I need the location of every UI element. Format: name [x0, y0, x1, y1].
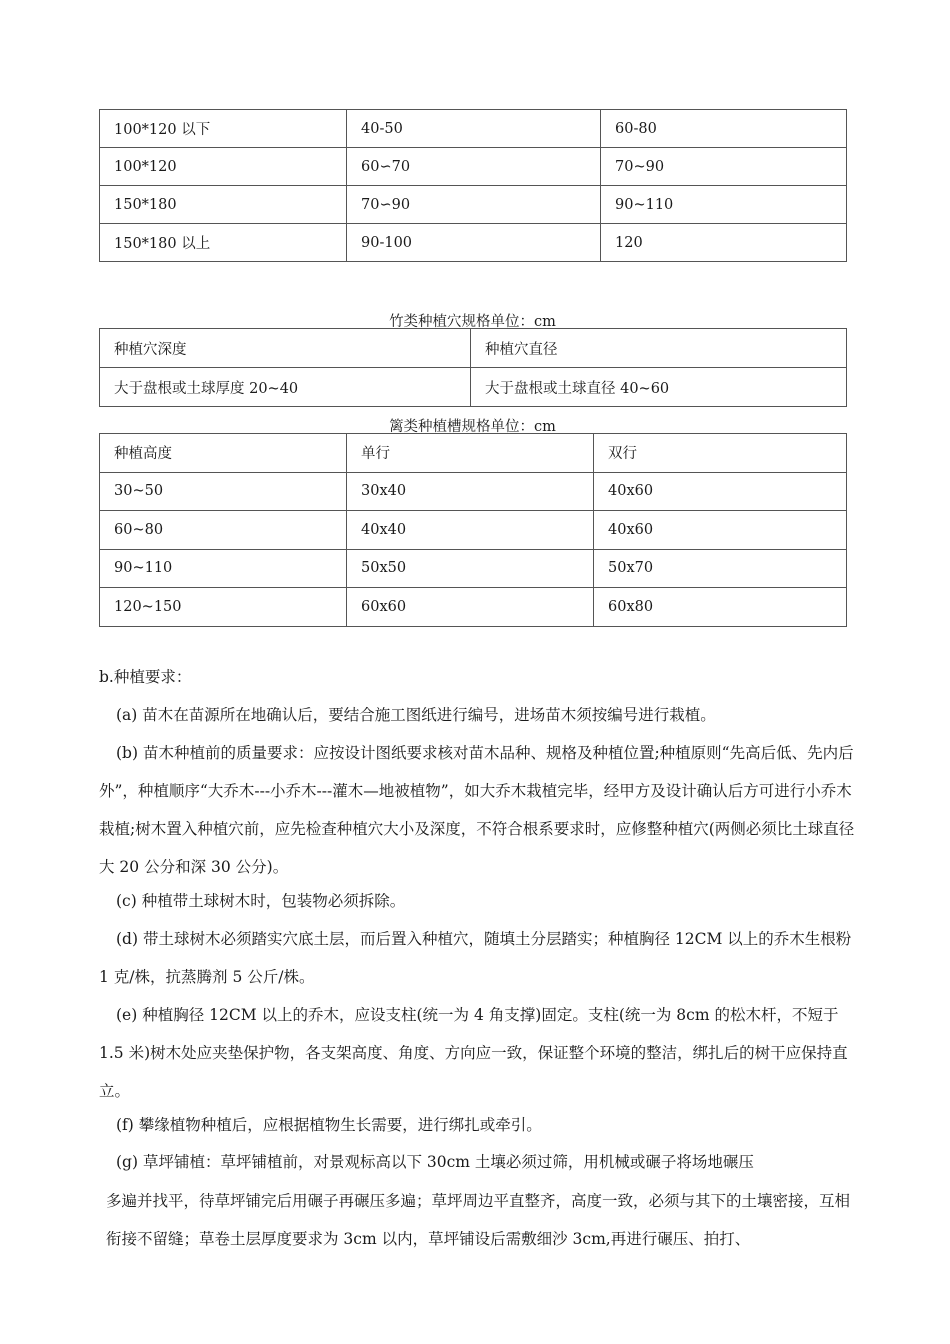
- table-cell: 60-80: [601, 110, 847, 148]
- table-cell: 60x60: [347, 588, 594, 627]
- table-cell: 70∽90: [347, 186, 601, 224]
- table-cell: 120~150: [100, 588, 347, 627]
- table-header-cell: 种植穴深度: [100, 329, 471, 368]
- table-cell: 40x60: [594, 511, 847, 550]
- table-header-cell: 种植高度: [100, 434, 347, 473]
- requirement-g: (g) 草坪铺植：草坪铺植前，对景观标高以下 30cm 土壤必须过筛，用机械或碾子将场地碾压: [116, 1153, 754, 1171]
- table-row: [100, 186, 847, 224]
- table-cell: 90~110: [601, 186, 847, 224]
- table-cell: 60x80: [594, 588, 847, 627]
- table-cell: 大于盘根或土球厚度 20~40: [100, 368, 471, 407]
- table-row: [100, 368, 847, 407]
- requirement-g-continued: 多遍并找平，待草坪铺完后用碾子再碾压多遍；草坪周边平直整齐，高度一致，必须与其下的土壤密接，互相衔接不留缝；草卷土层厚度要求为 3cm 以内，草坪铺设后需敷细沙 3cm,再进行碾压、拍打、: [106, 1192, 851, 1248]
- table-cell: 120: [601, 224, 847, 262]
- pit-size-table: [99, 109, 847, 262]
- bamboo-pit-table: [99, 328, 847, 407]
- table-row: [100, 511, 847, 550]
- section-heading: b.种植要求：: [99, 668, 192, 686]
- table-row: [100, 472, 847, 511]
- table-header-cell: 单行: [347, 434, 594, 473]
- table-cell: 100*120 以下: [100, 110, 347, 148]
- table-cell: 30x40: [347, 472, 594, 511]
- requirement-d: (d) 带土球树木必须踏实穴底土层，而后置入种植穴，随填土分层踏实；种植胸径 12CM 以上的乔木生根粉 1 克/株，抗蒸腾剂 5 公斤/株。: [99, 930, 852, 986]
- table-row: [100, 549, 847, 588]
- table-cell: 70~90: [601, 148, 847, 186]
- table-cell: 90-100: [347, 224, 601, 262]
- table-cell: 30~50: [100, 472, 347, 511]
- table-row: [100, 224, 847, 262]
- table-row: [100, 148, 847, 186]
- table-row: [100, 588, 847, 627]
- table-header-cell: 双行: [594, 434, 847, 473]
- table-header-row: [100, 434, 847, 473]
- table-cell: 50x50: [347, 549, 594, 588]
- hedge-trench-table: [99, 433, 847, 627]
- table-cell: 100*120: [100, 148, 347, 186]
- table-cell: 60~80: [100, 511, 347, 550]
- table-cell: 40-50: [347, 110, 601, 148]
- requirement-a: (a) 苗木在苗源所在地确认后，要结合施工图纸进行编号，进场苗木须按编号进行栽植。: [116, 706, 716, 724]
- requirement-c: (c) 种植带土球树木时，包装物必须拆除。: [116, 892, 406, 910]
- requirement-e: (e) 种植胸径 12CM 以上的乔木，应设支柱(统一为 4 角支撑)固定。支柱(统一为 8cm 的松木杆，不短于 1.5 米)树木处应夹垫保护物，各支架高度、角度、方向应一致，保证整个环境的整洁，绑扎后的树干应保持直立。: [99, 1006, 848, 1100]
- table-cell: 大于盘根或土球直径 40~60: [471, 368, 847, 407]
- table-cell: 50x70: [594, 549, 847, 588]
- table-header-row: [100, 329, 847, 368]
- table-cell: 150*180 以上: [100, 224, 347, 262]
- table-cell: 150*180: [100, 186, 347, 224]
- table-cell: 60∽70: [347, 148, 601, 186]
- table-cell: 40x40: [347, 511, 594, 550]
- table-row: [100, 110, 847, 148]
- table-header-cell: 种植穴直径: [471, 329, 847, 368]
- table-cell: 40x60: [594, 472, 847, 511]
- requirement-f: (f) 攀缘植物种植后，应根据植物生长需要，进行绑扎或牵引。: [116, 1116, 542, 1134]
- hedge-table-caption: 篱类种植槽规格单位：cm: [389, 419, 556, 435]
- bamboo-table-caption: 竹类种植穴规格单位：cm: [389, 314, 556, 330]
- requirement-b: (b) 苗木种植前的质量要求：应按设计图纸要求核对苗木品种、规格及种植位置;种植原则“先高后低、先内后外”，种植顺序“大乔木---小乔木---灌木—地被植物”，如大乔木栽植完毕，经甲方及设计确认后方可进行小乔木栽植;树木置入种植穴前，应先检查种植穴大小及深度，不符合根系要求时，应修整种植穴(两侧必须比土球直径大 20 公分和深 30 公分)。: [99, 744, 855, 876]
- table-cell: 90~110: [100, 549, 347, 588]
